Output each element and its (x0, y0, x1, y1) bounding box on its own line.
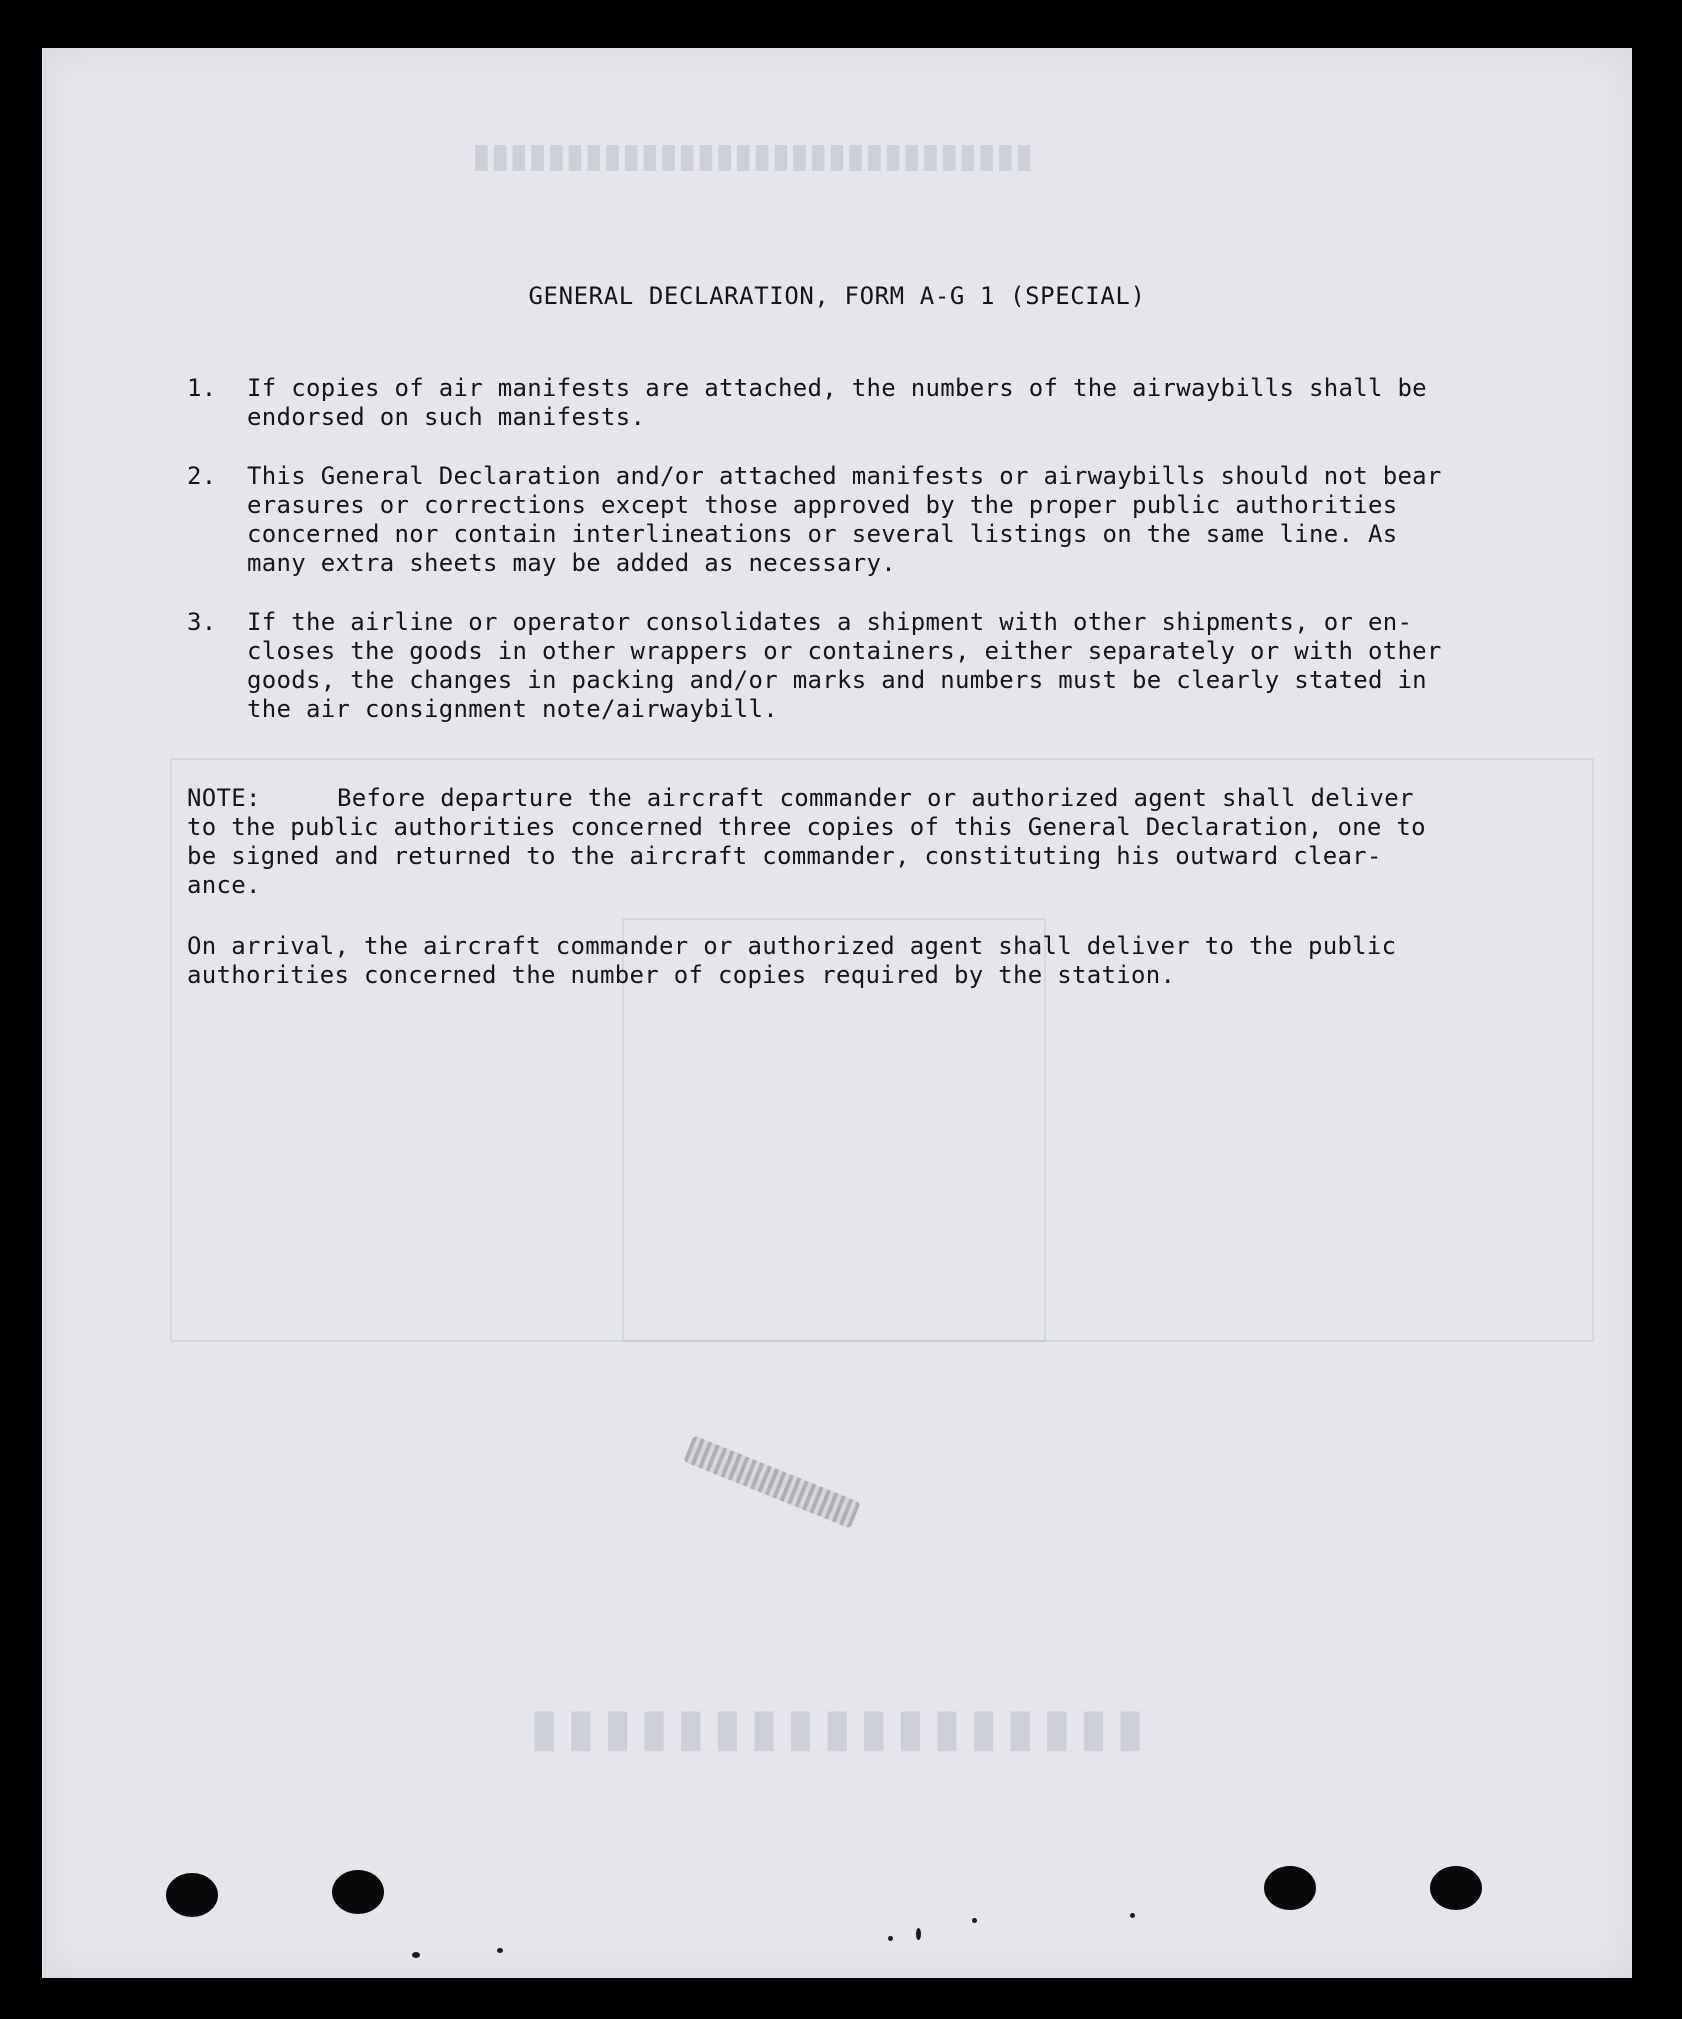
bleed-through-header: ▮▮▮▮▮▮▮▮▮▮▮▮▮▮▮▮▮▮▮▮▮▮▮▮▮▮▮▮▮▮ (472, 136, 1034, 176)
item-line: goods, the changes in packing and/or marks and numbers must be clearly stated in (247, 666, 1427, 694)
arrival-line: authorities concerned the number of copies required by the station. (187, 961, 1176, 989)
document-title: GENERAL DECLARATION, FORM A-G 1 (SPECIAL) (528, 282, 1146, 310)
item-line: closes the goods in other wrappers or containers, either separately or with other (247, 637, 1442, 665)
note-line: ance. (187, 871, 261, 899)
note-line-first (187, 784, 1532, 813)
punch-hole (166, 1873, 218, 1917)
item-text (247, 462, 1532, 578)
speck-mark (888, 1936, 893, 1941)
item-number: 3. (187, 608, 217, 636)
item-text (247, 374, 1532, 432)
document-page (42, 48, 1632, 1978)
bleed-through-footer: ▮▮▮▮▮▮▮▮▮▮▮▮▮▮▮▮▮ (522, 1698, 1145, 1758)
note-paragraph (187, 784, 1532, 900)
note-line: Before departure the aircraft commander or authorized agent shall deliver (337, 784, 1414, 812)
item-number: 1. (187, 374, 217, 402)
item-line: This General Declaration and/or attached manifests or airwaybills should not bear (247, 462, 1442, 490)
punch-hole (332, 1870, 384, 1914)
speck-mark (972, 1918, 977, 1923)
note-line: be signed and returned to the aircraft commander, constituting his outward clear- (187, 842, 1382, 870)
item-line: many extra sheets may be added as necessary. (247, 549, 896, 577)
punch-hole (1430, 1866, 1482, 1910)
item-line: the air consignment note/airwaybill. (247, 695, 778, 723)
arrival-line: On arrival, the aircraft commander or authorized agent shall deliver to the public (187, 932, 1397, 960)
item-line: erasures or corrections except those approved by the proper public authorities (247, 491, 1398, 519)
speck-mark (1130, 1913, 1135, 1918)
item-line: If the airline or operator consolidates a shipment with other shipments, or en- (247, 608, 1413, 636)
note-line: to the public authorities concerned three copies of this General Declaration, one to (187, 813, 1426, 841)
faint-stamp-mark (683, 1435, 860, 1528)
speck-mark (412, 1952, 420, 1958)
note-label: NOTE: (187, 784, 261, 812)
item-text (247, 608, 1532, 724)
item-number: 2. (187, 462, 217, 490)
item-line: concerned nor contain interlineations or several listings on the same line. As (247, 520, 1398, 548)
arrival-paragraph (187, 932, 1532, 990)
speck-mark (497, 1948, 503, 1953)
speck-mark (916, 1928, 921, 1940)
item-line: If copies of air manifests are attached, the numbers of the airwaybills shall be (247, 374, 1427, 402)
item-line: endorsed on such manifests. (247, 403, 646, 431)
punch-hole (1264, 1866, 1316, 1910)
